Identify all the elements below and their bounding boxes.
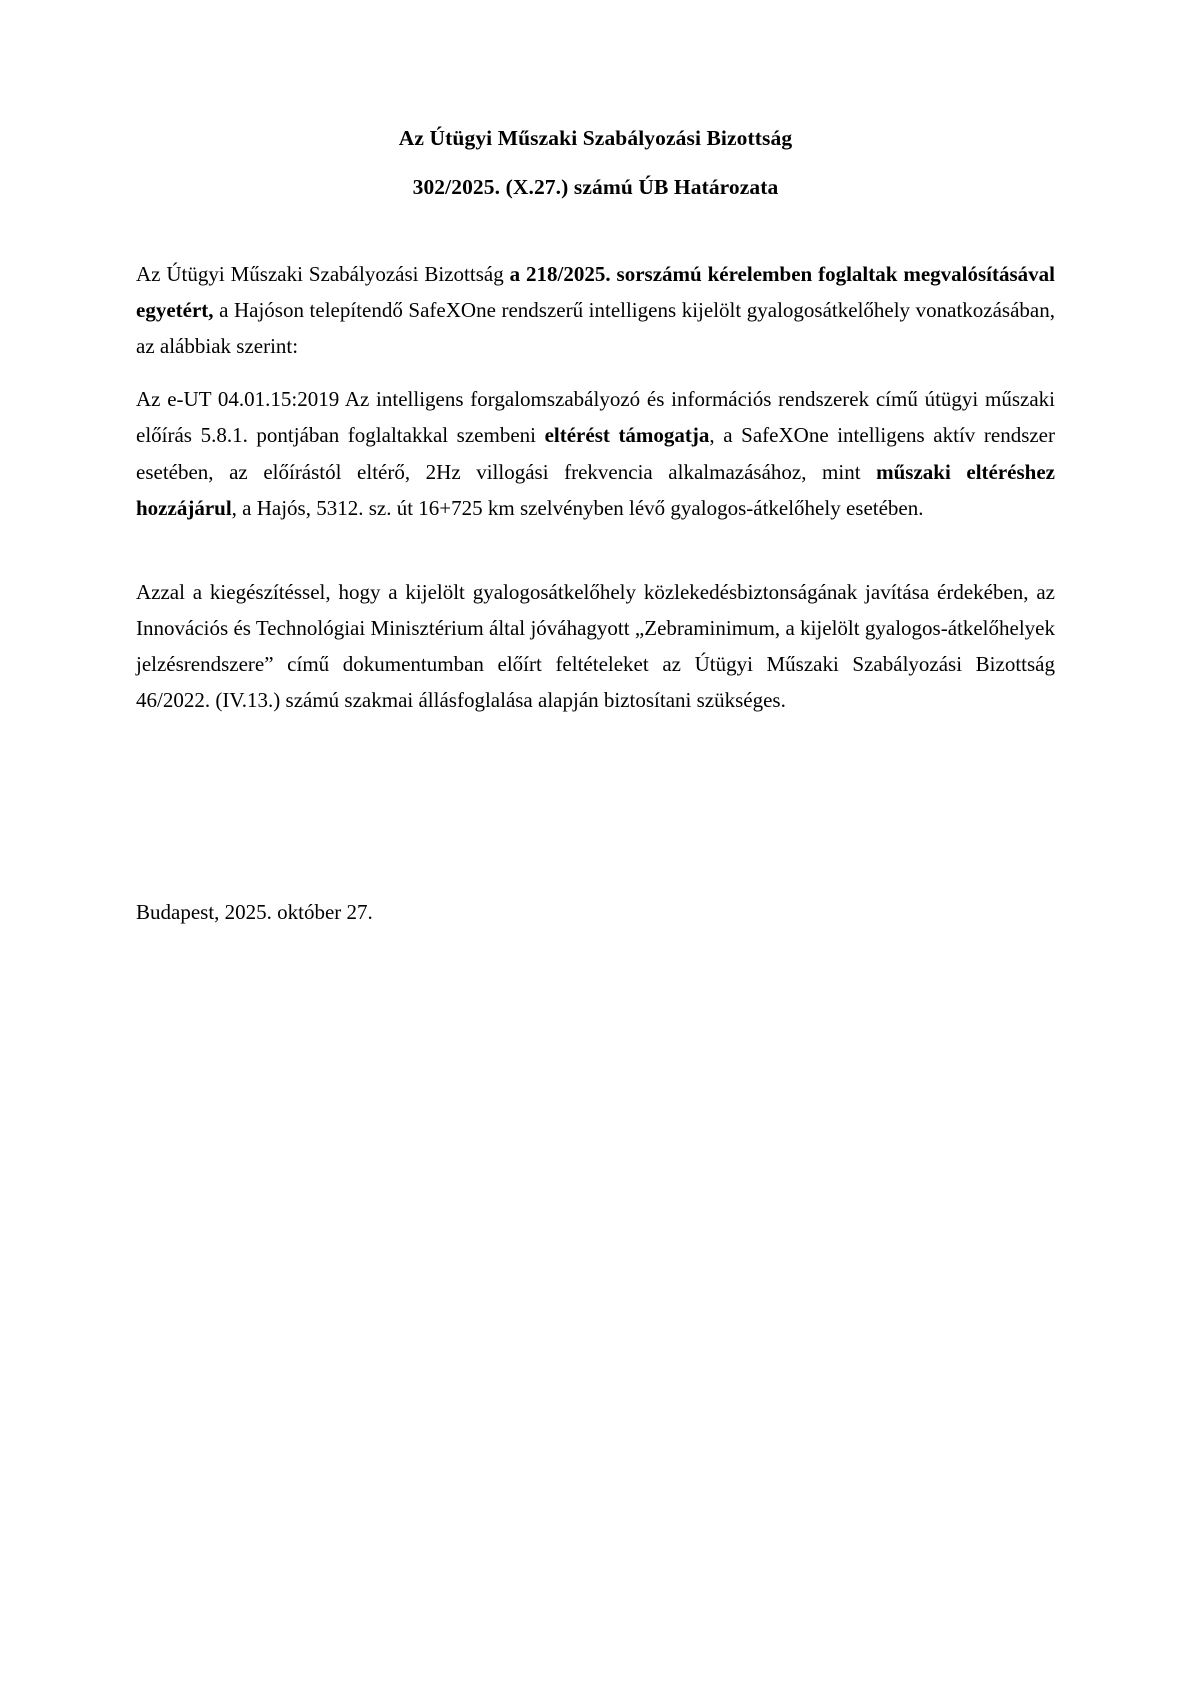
title-line-2: 302/2025. (X.27.) számú ÚB Határozata [412, 174, 779, 199]
place-and-date: Budapest, 2025. október 27. [136, 900, 373, 925]
document-title [136, 128, 1055, 198]
closing-block [136, 894, 1055, 930]
paragraph-2 [136, 381, 1055, 525]
paragraph-2-segment-4-bold: műszaki eltéréshez hozzájárul [136, 459, 1055, 520]
paragraph-2-segment-5: , a Hajós, 5312. sz. út 16+725 km szelvényben lévő gyalogos-átkelőhely esetében. [231, 495, 924, 520]
paragraph-2-segment-2-bold: eltérést támogatja [544, 423, 710, 448]
paragraph-1-segment-2-bold: a 218/2025. sorszámú kérelemben foglaltak megvalósításával egyetért, [136, 262, 1056, 323]
paragraph-2-segment-1: Az e-UT 04.01.15:2019 Az intelligens forgalomszabályozó és információs rendszerek című útügyi műszaki előírás 5.8.1. pontjában foglaltakkal szembeni [136, 387, 1055, 448]
title-line-1: Az Útügyi Műszaki Szabályozási Bizottság [398, 126, 793, 150]
paragraph-3: Azzal a kiegészítéssel, hogy a kijelölt gyalogosátkelőhely közlekedésbiztonságának javítása érdekében, az Innovációs és Technológiai Minisztérium által jóváhagyott „Zebraminimum, a kijelölt gyalogos-átkelőhelyek jelzésrendszere” című dokumentumban előírt feltételeket az Útügyi Műszaki Szabályozási Bizottság 46/2022. (IV.13.) számú szakmai állásfoglalása alapján biztosítani szükséges. [136, 579, 1055, 713]
paragraph-1-segment-1: Az Útügyi Műszaki Szabályozási Bizottság [136, 262, 510, 286]
paragraph-1 [136, 256, 1055, 364]
paragraph-2-segment-3: , a SafeXOne intelligens aktív rendszer esetében, az előírástól eltérő, 2Hz villogási frekvencia alkalmazásához, mint [136, 423, 1055, 484]
paragraph-1-segment-3: a Hajóson telepítendő SafeXOne rendszerű intelligens kijelölt gyalogosátkelőhely vonatkozásában, az alábbiak szerint: [136, 298, 1055, 359]
document-body [136, 256, 1055, 718]
